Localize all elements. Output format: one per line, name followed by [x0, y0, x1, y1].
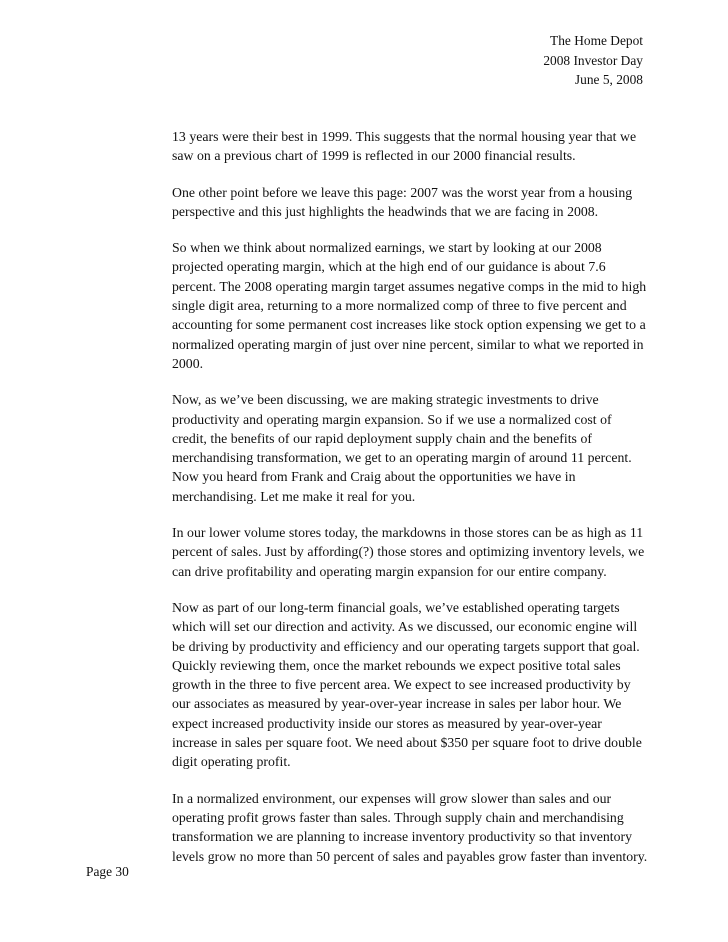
- paragraph: So when we think about normalized earnings, we start by looking at our 2008 projected operating margin, which at the high end of our guidance is about 7.6 percent. The 2008 operating margin target assumes negative comps in the mid to high single digit area, returning to a more normalized comp of three to five percent and accounting for some permanent cost increases like stock option expensing we get to a normalized operating margin of just over nine percent, similar to what we reported in 2000.: [172, 240, 647, 371]
- paragraph: In our lower volume stores today, the markdowns in those stores can be as high as 11 percent of sales. Just by affording(?) those stores and optimizing inventory levels, we can drive profitability and operating margin expansion for our entire company.: [172, 525, 645, 579]
- paragraph: One other point before we leave this page: 2007 was the worst year from a housing perspective and this just highlights the headwinds that we are facing in 2008.: [172, 184, 633, 219]
- paragraph: 13 years were their best in 1999. This suggests that the normal housing year that we saw on a previous chart of 1999 is reflected in our 2000 financial results.: [172, 129, 637, 164]
- header-date: June 5, 2008: [574, 72, 643, 87]
- page-header: [543, 31, 643, 90]
- paragraph: Now, as we’ve been discussing, we are making strategic investments to drive productivity and operating margin expansion. So if we use a normalized cost of credit, the benefits of our rapid deployment supply chain and the benefits of merchandising transformation, we get to an operating margin of around 11 percent. Now you heard from Frank and Craig about the opportunities we have in merchandising. Let me make it real for you.: [172, 392, 632, 504]
- page-number: Page 30: [86, 864, 129, 879]
- paragraph: Now as part of our long-term financial goals, we’ve established operating targets which will set our direction and activity. As we discussed, our economic engine will be driving by productivity and efficiency and our operating targets support that goal. Quickly reviewing them, once the market rebounds we expect positive total sales growth in the three to five percent area. We expect to see increased productivity by our associates as measured by year-over-year increase in sales per labor hour. We expect increased productivity inside our stores as measured by year-over-year increase in sales per square foot. We need about $350 per square foot to drive double digit operating profit.: [172, 599, 642, 770]
- paragraph: In a normalized environment, our expenses will grow slower than sales and our operating profit grows faster than sales. Through supply chain and merchandising transformation we are planning to increase inventory productivity so that inventory levels grow no more than 50 percent of sales and payables grow faster than inventory.: [172, 790, 648, 864]
- header-company: The Home Depot: [550, 33, 643, 48]
- header-event: 2008 Investor Day: [543, 52, 643, 68]
- transcript-body: [172, 127, 650, 883]
